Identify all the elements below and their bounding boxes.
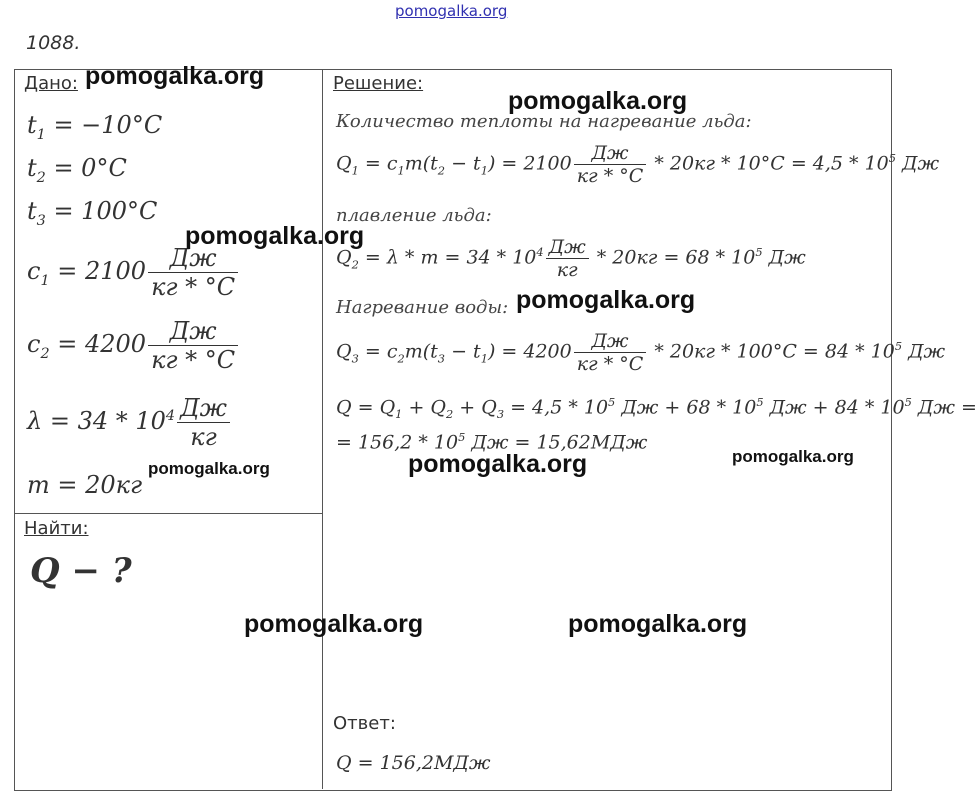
find-expression: Q − ? — [30, 551, 132, 591]
site-link[interactable]: pomogalka.org — [395, 2, 508, 20]
equation-total-line-2: = $156,2 * 10^5$ Дж = 15,62МДж — [336, 430, 648, 454]
solution-label: Решение: — [333, 73, 424, 94]
watermark: pomogalka.org — [185, 222, 365, 250]
fraction: $\frac{Дж}{кг}$ — [546, 236, 589, 281]
watermark: pomogalka.org — [516, 286, 696, 314]
divider-given-find — [14, 513, 322, 514]
watermark: pomogalka.org — [244, 610, 424, 638]
watermark: pomogalka.org — [85, 62, 265, 90]
answer-label: Ответ: — [333, 713, 396, 734]
given-t2: $t_2 = 0^\circ C$ — [27, 154, 127, 186]
given-label: Дано: — [24, 73, 78, 94]
watermark: pomogalka.org — [408, 450, 588, 478]
watermark: pomogalka.org — [148, 459, 270, 478]
answer-value: Q = 156,2МДж — [336, 752, 491, 774]
given-c2: $c_2 = 4200$ $\frac{Дж}{кг * ^\circ C}$ — [27, 317, 240, 374]
find-label: Найти: — [24, 518, 89, 539]
given-m: m = 20кг — [27, 471, 143, 499]
watermark: pomogalka.org — [568, 610, 748, 638]
solution-heading-3: Нагревание воды: — [336, 297, 509, 318]
equation-q3: $Q_3 = c_2m(t_3 - t_1) = 4200$ $\frac{Дж}{кг * ^\circ C}$ * $20кг * 100^\circ C = 84 * 10^5$ Дж — [336, 330, 946, 375]
watermark: pomogalka.org — [732, 447, 854, 466]
fraction: $\frac{Дж}{кг}$ — [177, 394, 230, 451]
watermark: pomogalka.org — [508, 87, 688, 115]
given-lambda: $\lambda = 34 * 10^4$ $\frac{Дж}{кг}$ — [27, 394, 232, 451]
fraction: $\frac{Дж}{кг * ^\circ C}$ — [148, 244, 238, 301]
equation-q2: $Q_2 = \lambda * m = 34 * 10^4$ $\frac{Дж}{кг}$ * $20кг = 68 * 10^5$ Дж — [336, 236, 806, 281]
solution-heading-2: плавление льда: — [336, 205, 492, 226]
equation-total-line-1: $Q = Q_1 + Q_2 + Q_3 = 4,5 * 10^5$ Дж + $68 * 10^5$ Дж + $84 * 10^5$ Дж = — [336, 395, 977, 422]
divider-vertical — [322, 69, 323, 789]
solution-heading-1: Количество теплоты на нагревание льда: — [336, 111, 752, 132]
fraction: $\frac{Дж}{кг * ^\circ C}$ — [574, 142, 647, 187]
given-t1: $t_1 = -10^\circ C$ — [27, 111, 163, 143]
fraction: $\frac{Дж}{кг * ^\circ C}$ — [148, 317, 238, 374]
given-c1: $c_1 = 2100$ $\frac{Дж}{кг * ^\circ C}$ — [27, 244, 240, 301]
equation-q1: $Q_1 = c_1m(t_2 - t_1) = 2100$ $\frac{Дж}{кг * ^\circ C}$ * $20кг * 10^\circ C = 4,5 * 10^5$ Дж — [336, 142, 940, 187]
given-t3: $t_3 = 100^\circ C$ — [27, 197, 158, 229]
problem-number: 1088. — [26, 32, 81, 54]
fraction: $\frac{Дж}{кг * ^\circ C}$ — [574, 330, 647, 375]
